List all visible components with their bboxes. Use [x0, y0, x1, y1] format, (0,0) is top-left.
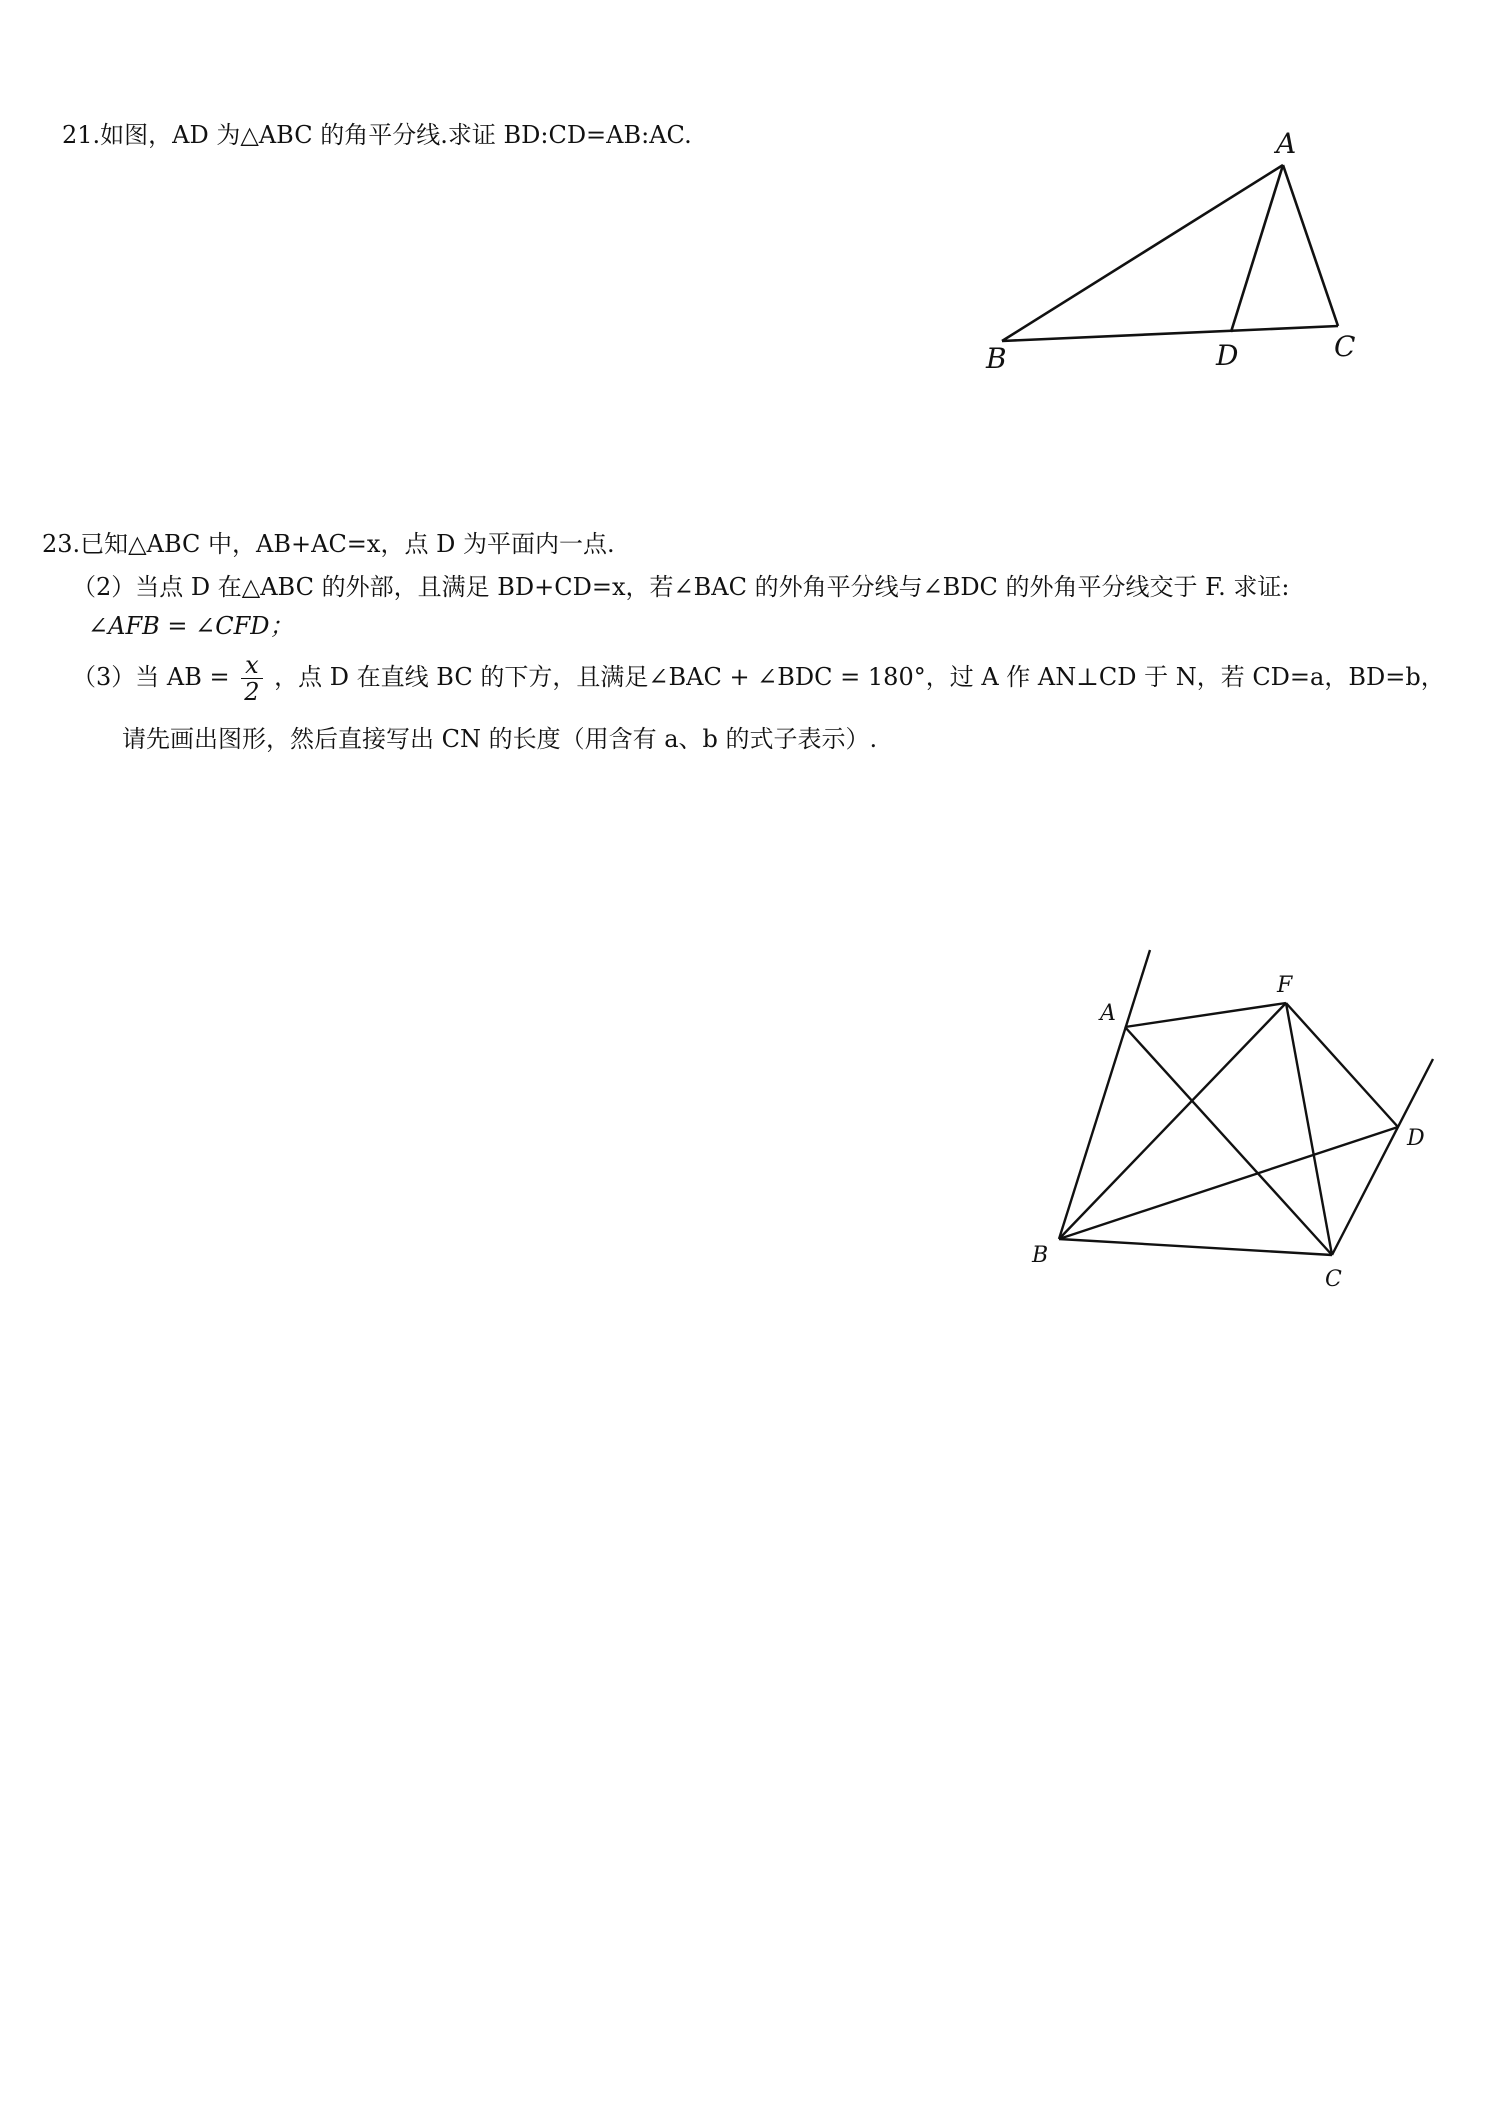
part3-suffix: ，点 D 在直线 BC 的下方，且满足∠BAC + ∠BDC = 180°，过 A 作 AN⊥CD 于 N，若 CD=a，BD=b，	[274, 663, 1445, 691]
label-c: C	[1334, 330, 1356, 363]
segment-ac	[1283, 165, 1338, 326]
label-c: C	[1325, 1267, 1342, 1292]
question-21-text: 21.如图，AD 为△ABC 的角平分线.求证 BD:CD=AB:AC.	[62, 121, 692, 149]
label-b: B	[986, 342, 1007, 375]
segment-bf	[1059, 1003, 1286, 1239]
ray-ba-extended	[1059, 950, 1150, 1239]
question-23-part2-line1: （2）当点 D 在△ABC 的外部，且满足 BD+CD=x，若∠BAC 的外角平分线与∠BDC 的外角平分线交于 F. 求证:	[72, 573, 1290, 601]
figure-23-quadrilateral	[1059, 950, 1433, 1255]
segment-af	[1125, 1003, 1286, 1027]
label-d: D	[1216, 339, 1239, 372]
figure-21-triangle	[1002, 165, 1338, 341]
label-f: F	[1277, 973, 1293, 998]
segment-fd	[1286, 1003, 1398, 1127]
part3-prefix: （3）当 AB =	[72, 663, 230, 691]
question-23-part3-line2: 请先画出图形，然后直接写出 CN 的长度（用含有 a、b 的式子表示）.	[122, 725, 878, 753]
fraction-denominator: 2	[244, 678, 260, 706]
label-a: A	[1100, 1001, 1116, 1026]
question-23-part2-line2: ∠AFB = ∠CFD；	[88, 612, 294, 640]
label-d: D	[1407, 1126, 1425, 1151]
fraction-numerator: x	[241, 652, 262, 679]
segment-ad	[1231, 165, 1283, 332]
segment-ab	[1002, 165, 1283, 341]
question-23-intro: 23.已知△ABC 中，AB+AC=x，点 D 为平面内一点.	[42, 530, 615, 558]
label-a: A	[1276, 127, 1297, 160]
label-b: B	[1032, 1243, 1049, 1268]
segment-bd	[1059, 1127, 1398, 1239]
segment-bc	[1002, 326, 1338, 341]
segment-fc	[1286, 1003, 1332, 1255]
segment-bc	[1059, 1239, 1332, 1255]
ray-cd-extended	[1332, 1059, 1433, 1255]
